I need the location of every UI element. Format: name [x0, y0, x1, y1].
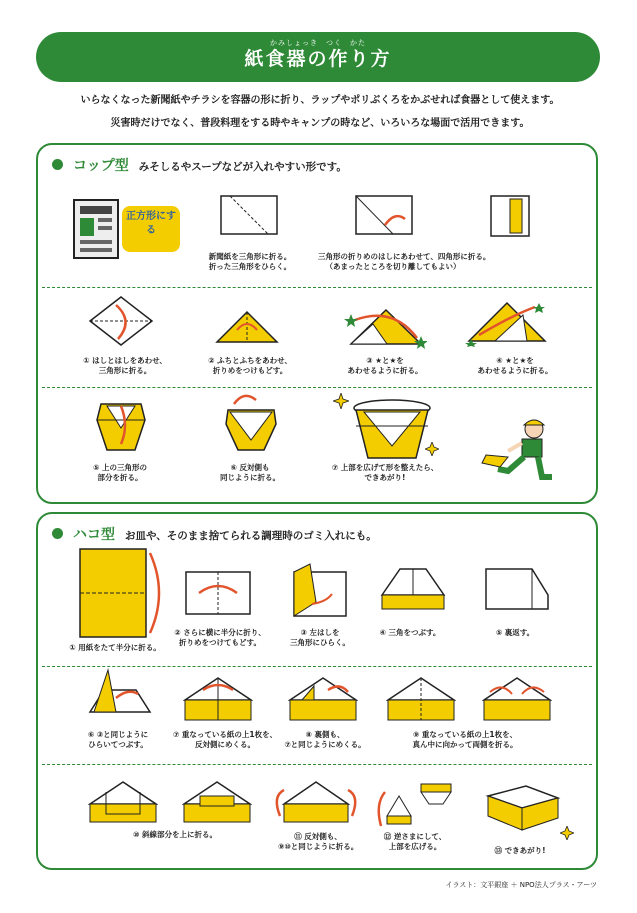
- cup-caption: ⑦ 上部を広げて形を整えたら、 できあがり!: [331, 463, 439, 482]
- cup-caption: ⑤ 上の三角形の 部分を折る。: [93, 463, 147, 482]
- box-caption: ③ 左はしを 三角形にひらく。: [290, 628, 350, 647]
- box-caption: ⑨ 重なっている紙の上1枚を、 真ん中に向かって両側を折る。: [412, 730, 518, 749]
- cup-step-diagram: [215, 310, 279, 344]
- box-caption: ⑧ 裏側も、 ⑦と同じようにめくる。: [284, 730, 366, 749]
- cup-caption: 新聞紙を三角形に折る。 折った三角形をひらく。: [208, 252, 292, 271]
- divider: [42, 387, 592, 388]
- box-caption: ⑤ 裏返す。: [495, 628, 535, 637]
- cup-step-diagram: [95, 398, 147, 454]
- cup-caption: ③ ★と★を あわせるように折る。: [347, 356, 423, 375]
- box-title: ハコ型: [73, 527, 115, 543]
- square-tag: 正方形にする: [122, 206, 180, 252]
- bullet-icon: [52, 528, 63, 539]
- box-caption: ⑪ 反対側も、 ⑨⑩と同じように折る。: [278, 832, 359, 851]
- cup-finished-diagram: [350, 396, 434, 462]
- intro-line-2: 災害時だけでなく、普段料理をする時やキャンプの時など、いろいろな場面で活用できます。: [110, 118, 530, 129]
- cup-step-diagram: [222, 390, 280, 454]
- box-step-diagram: [78, 547, 164, 639]
- box-step-diagram: [88, 778, 158, 824]
- newspaper-icon: [72, 198, 122, 260]
- sparkle-icon: [425, 442, 439, 456]
- box-caption: ⑩ 斜線部分を上に折る。: [133, 830, 217, 839]
- cup-step-diagram: [88, 295, 154, 347]
- title-ruby: かみしょっき つく かた: [270, 39, 366, 47]
- cup-title: コップ型: [73, 158, 129, 174]
- box-step-diagram: [182, 778, 252, 824]
- box-caption: ⑦ 重なっている紙の上1枚を、 反対側にめくる。: [172, 730, 278, 749]
- cup-caption: ② ふちとふちをあわせ、 折りめをつけもどす。: [208, 356, 292, 375]
- sparkle-icon: [560, 826, 574, 840]
- divider: [42, 287, 592, 288]
- credit: イラスト：文平銀座 ＋ NPO法人プラス・アーツ: [445, 881, 597, 889]
- box-step-diagram: [185, 571, 251, 615]
- cup-caption: ④ ★と★を あわせるように折る。: [477, 356, 553, 375]
- page-title: 紙食器の作り方: [244, 48, 392, 70]
- title-banner: [36, 32, 600, 82]
- divider: [42, 764, 592, 765]
- cup-step-diagram: [490, 195, 530, 237]
- box-caption: ⑥ ③と同じように ひらいてつぶす。: [87, 730, 149, 749]
- cup-step-diagram: [465, 295, 549, 347]
- box-step-diagram: [482, 674, 552, 722]
- bullet-icon: [52, 159, 63, 170]
- box-finished-diagram: [482, 776, 562, 832]
- box-caption: ⑫ 逆さまにして、 上部を広げる。: [383, 832, 447, 851]
- box-step-diagram: [288, 562, 348, 618]
- cup-step-diagram: [355, 195, 413, 235]
- cup-desc: みそしるやスープなどが入れやすい形です。: [138, 161, 347, 173]
- cup-caption: 三角形の折りめのはしにあわせて、四角形に折る。 （あまったところを切り離してもよい）: [318, 252, 491, 271]
- box-caption: ② さらに横に半分に折り、 折りめをつけてもどす。: [174, 628, 266, 647]
- box-desc: お皿や、そのまま捨てられる調理時のゴミ入れにも。: [125, 530, 377, 542]
- cup-step-diagram: [220, 195, 278, 235]
- box-step-diagram: [86, 668, 154, 722]
- cup-step-diagram: [343, 300, 427, 350]
- box-step-diagram: [183, 674, 253, 722]
- intro-line-1: いらなくなった新聞紙やチラシを容器の形に折り、ラップやポリぶくろをかぶせれば食器として使えます。: [80, 95, 560, 106]
- box-step-diagram: [270, 776, 360, 826]
- box-caption: ① 用紙をたて半分に折る。: [69, 643, 161, 652]
- cup-caption: ⑥ 反対側も 同じように折る。: [220, 463, 280, 482]
- box-step-diagram: [375, 782, 455, 830]
- sparkle-icon: [333, 393, 349, 409]
- box-caption: ④ 三角をつぶす。: [379, 628, 441, 637]
- cup-caption: ① はしとはしをあわせ、 三角形に折る。: [83, 356, 167, 375]
- box-step-diagram: [380, 565, 446, 611]
- person-illustration: [478, 415, 558, 485]
- box-caption: ⑬ できあがり!: [494, 846, 546, 855]
- box-step-diagram: [484, 565, 550, 611]
- box-step-diagram: [288, 674, 358, 722]
- divider: [42, 666, 592, 667]
- box-step-diagram: [386, 674, 456, 722]
